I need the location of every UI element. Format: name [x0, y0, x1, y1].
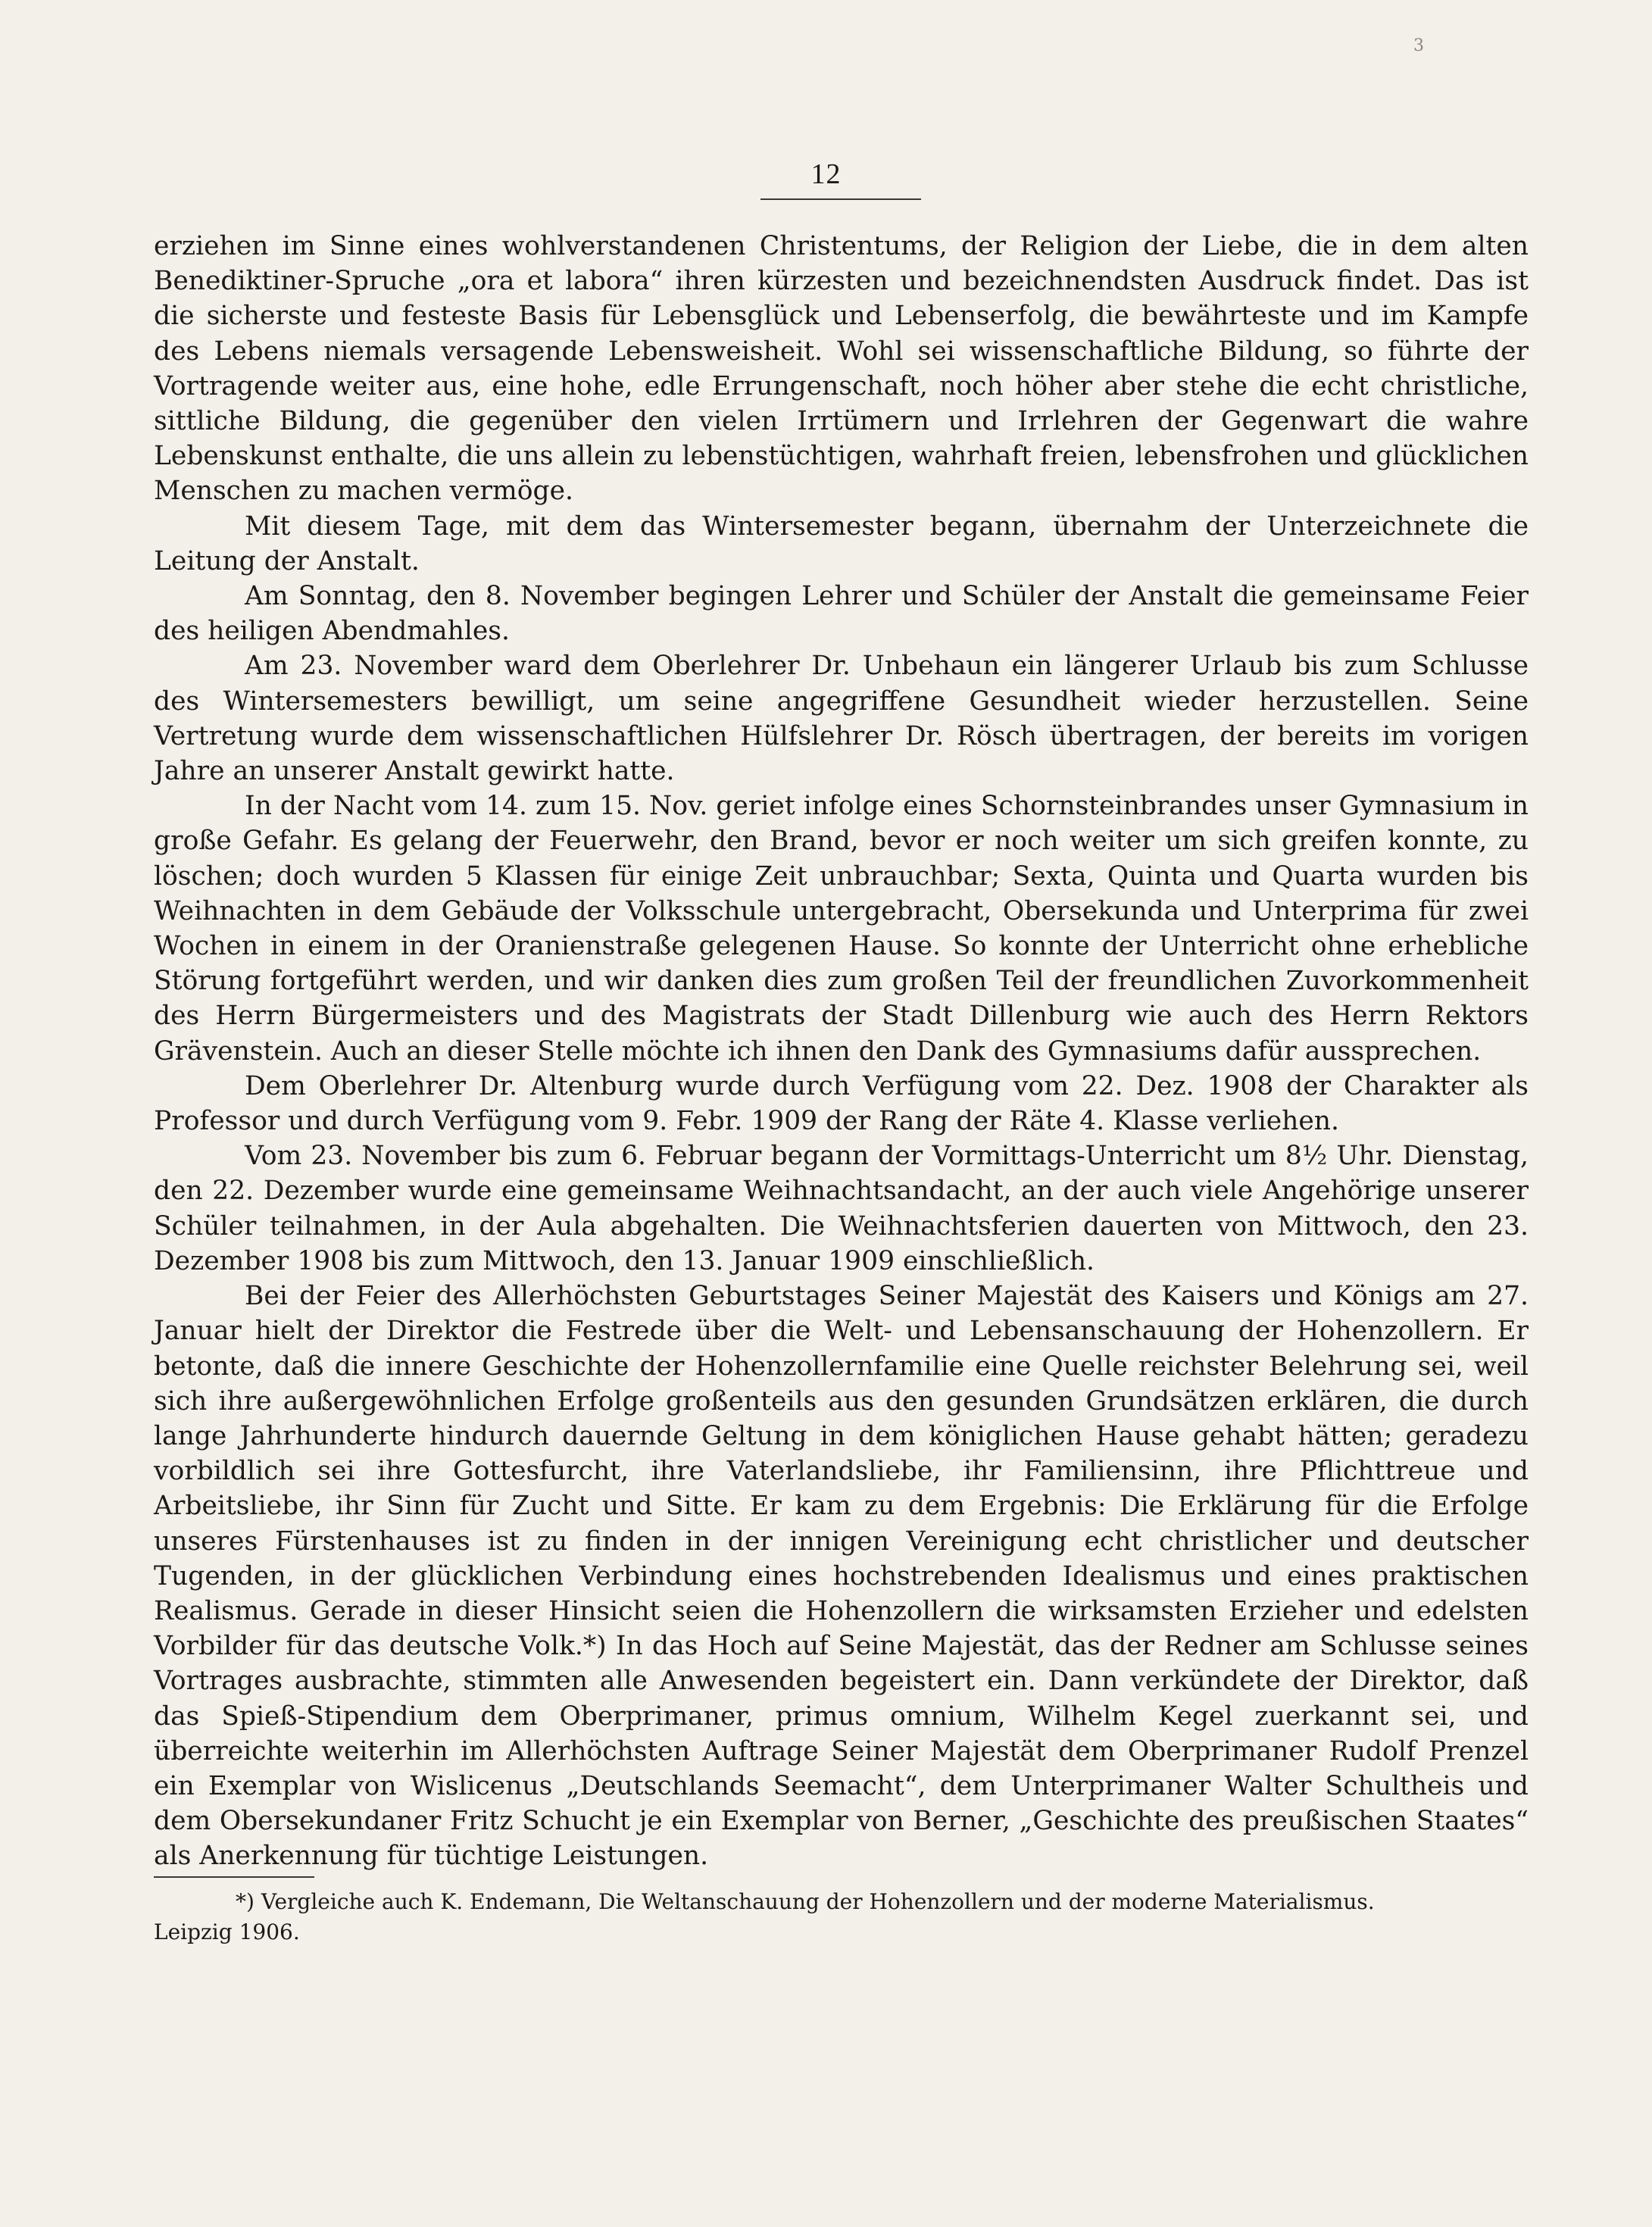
paragraph: In der Nacht vom 14. zum 15. Nov. geriet infolge eines Schornsteinbrandes unser Gymnasium in große Gefahr. Es gelang der Feuerwehr, den Brand, bevor er noch weiter um sich greifen konnte, zu löschen; doch wurden 5 Klassen für einige Zeit unbrauchbar; Sexta, Quinta und Quarta wurden bis Weihnachten in dem Gebäude der Volksschule untergebracht, Obersekunda und Unterprima für zwei Wochen in einem in der Oranienstraße gelegenen Hause. So konnte der Unterricht ohne erhebliche Störung fortgeführt werden, und wir danken dies zum großen Teil der freundlichen Zuvorkommenheit des Herrn Bürgermeisters und des Magistrats der Stadt Dillenburg wie auch des Herrn Rektors Grävenstein. Auch an dieser Stelle möchte ich ihnen den Dank des Gymnasiums dafür aussprechen.	[154, 791, 1529, 1067]
body-text	[154, 229, 1529, 1874]
header-rule	[760, 198, 921, 200]
footnote-line: Leipzig 1906.	[154, 1919, 300, 1944]
paragraph: erziehen im Sinne eines wohlverstandenen Christentums, der Religion der Liebe, die in dem alten Benediktiner-Spruche „ora et labora“ ihren kürzesten und bezeichnendsten Ausdruck findet. Das ist die sicherste und festeste Basis für Lebensglück und Lebenserfolg, die bewährteste und im Kampfe des Lebens niemals versagende Lebensweisheit. Wohl sei wissenschaftliche Bildung, so führte der Vortragende weiter aus, eine hohe, edle Errungenschaft, noch höher aber stehe die echt christliche, sittliche Bildung, die gegenüber den vielen Irrtümern und Irrlehren der Gegenwart die wahre Lebenskunst enthalte, die uns allein zu lebenstüchtigen, wahrhaft freien, lebensfrohen und glücklichen Menschen zu machen vermöge.	[154, 231, 1529, 507]
page-number: 12	[810, 158, 842, 190]
corner-mark: 3	[1413, 36, 1424, 55]
paragraph: Bei der Feier des Allerhöchsten Geburtstages Seiner Majestät des Kaisers und Königs am 27. Januar hielt der Direktor die Festrede über die Welt- und Lebensanschauung der Hohenzollern. Er betonte, daß die innere Geschichte der Hohenzollernfamilie eine Quelle reichster Belehrung sei, weil sich ihre außergewöhnlichen Erfolge großenteils aus den gesunden Grundsätzen erklären, die durch lange Jahrhunderte hindurch dauernde Geltung in dem königlichen Hause gehabt hätten; geradezu vorbildlich sei ihre Gottesfurcht, ihre Vaterlandsliebe, ihr Familiensinn, ihre Pflichttreue und Arbeitsliebe, ihr Sinn für Zucht und Sitte. Er kam zu dem Ergebnis: Die Erklärung für die Erfolge unseres Fürstenhauses ist zu finden in der innigen Vereinigung echt christlicher und deutscher Tugenden, in der glücklichen Verbindung eines hochstrebenden Idealismus und eines praktischen Realismus. Gerade in dieser Hinsicht seien die Hohenzollern die wirksamsten Erzieher und edelsten Vorbilder für das deutsche Volk.*) In das Hoch auf Seine Majestät, das der Redner am Schlusse seines Vortrages ausbrachte, stimmten alle Anwesenden begeistert ein. Dann verkündete der Direktor, daß das Spieß-Stipendium dem Oberprimaner, primus omnium, Wilhelm Kegel zuerkannt sei, und überreichte weiterhin im Allerhöchsten Auftrage Seiner Majestät dem Oberprimaner Rudolf Prenzel ein Exemplar von Wislicenus „Deutschlands Seemacht“, dem Unterprimaner Walter Schultheis und dem Obersekundaner Fritz Schucht je ein Exemplar von Berner, „Geschichte des preußischen Staates“ als Anerkennung für tüchtige Leistungen.	[154, 1281, 1529, 1872]
footnote-rule	[154, 1876, 314, 1878]
paragraph: Mit diesem Tage, mit dem das Wintersemester begann, übernahm der Unterzeichnete die Leitung der Anstalt.	[154, 511, 1529, 576]
paragraph: Vom 23. November bis zum 6. Februar begann der Vormittags-Unterricht um 8½ Uhr. Dienstag, den 22. Dezember wurde eine gemeinsame Weihnachtsandacht, an der auch viele Angehörige unserer Schüler teilnahmen, in der Aula abgehalten. Die Weihnachtsferien dauerten von Mittwoch, den 23. Dezember 1908 bis zum Mittwoch, den 13. Januar 1909 einschließlich.	[154, 1141, 1529, 1276]
footnote-line: *) Vergleiche auch K. Endemann, Die Weltanschauung der Hohenzollern und der moderne Materialismus.	[236, 1889, 1375, 1914]
paragraph: Dem Oberlehrer Dr. Altenburg wurde durch Verfügung vom 22. Dez. 1908 der Charakter als Professor und durch Verfügung vom 9. Febr. 1909 der Rang der Räte 4. Klasse verliehen.	[154, 1070, 1529, 1137]
footnote	[154, 1887, 1529, 1947]
paragraph: Am Sonntag, den 8. November begingen Lehrer und Schüler der Anstalt die gemeinsame Feier des heiligen Abendmahles.	[154, 581, 1529, 647]
paragraph: Am 23. November ward dem Oberlehrer Dr. Unbehaun ein längerer Urlaub bis zum Schlusse des Wintersemesters bewilligt, um seine angegriffene Gesundheit wieder herzustellen. Seine Vertretung wurde dem wissenschaftlichen Hülfslehrer Dr. Rösch übertragen, der bereits im vorigen Jahre an unserer Anstalt gewirkt hatte.	[154, 651, 1529, 787]
page-header	[0, 158, 1652, 191]
